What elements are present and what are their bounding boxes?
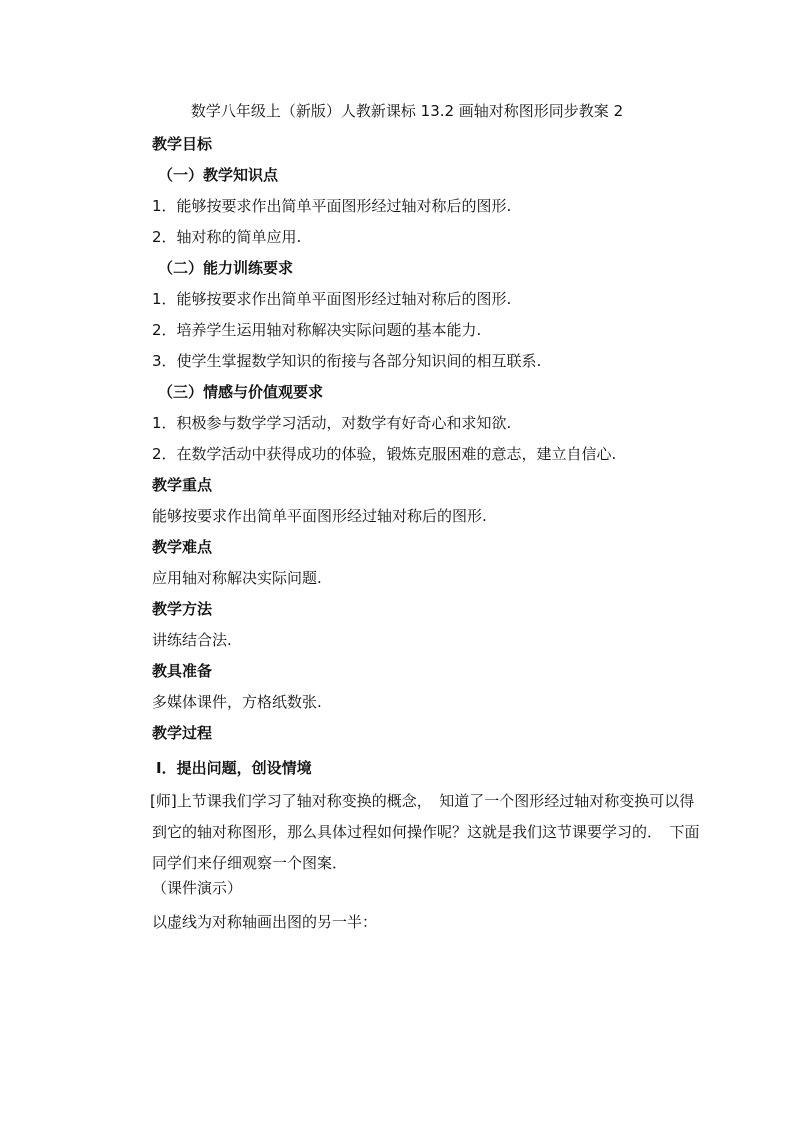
- difficulty-text: 应用轴对称解决实际问题.: [152, 569, 322, 587]
- step1-heading: Ⅰ．提出问题，创设情境: [156, 759, 312, 777]
- knowledge-item-1: 1．能够按要求作出简单平面图形经过轴对称后的图形.: [152, 197, 512, 215]
- drawing-instruction: 以虚线为对称轴画出图的另一半：: [152, 913, 378, 931]
- ability-item-2: 2．培养学生运用轴对称解决实际问题的基本能力.: [152, 321, 482, 339]
- courseware-note: （课件演示）: [152, 879, 243, 897]
- teacher-paragraph: [师]上节课我们学习了轴对称变换的概念， 知道了一个图形经过轴对称变换可以得到它的轴对称图形，那么具体过程如何操作呢？这就是我们这节课要学习的． 下面同学们来仔细观察一个图案．: [150, 792, 700, 872]
- objectives-heading: 教学目标: [152, 135, 213, 153]
- ability-item-1: 1．能够按要求作出简单平面图形经过轴对称后的图形.: [152, 290, 512, 308]
- tools-heading: 教具准备: [152, 662, 213, 680]
- difficulty-heading: 教学难点: [152, 538, 213, 556]
- emotion-heading: （三）情感与价值观要求: [158, 383, 324, 401]
- focus-heading: 教学重点: [152, 476, 213, 494]
- method-heading: 教学方法: [152, 600, 213, 618]
- knowledge-heading: （一）教学知识点: [158, 166, 279, 184]
- knowledge-item-2: 2．轴对称的简单应用.: [152, 228, 302, 246]
- emotion-item-1: 1．积极参与数学学习活动，对数学有好奇心和求知欲.: [152, 414, 512, 432]
- method-text: 讲练结合法.: [152, 631, 232, 649]
- focus-text: 能够按要求作出简单平面图形经过轴对称后的图形.: [152, 507, 487, 525]
- document-title: 数学八年级上（新版）人教新课标 13.2 画轴对称图形同步教案 2: [190, 102, 624, 120]
- emotion-item-2: 2．在数学活动中获得成功的体验，锻炼克服困难的意志，建立自信心.: [152, 445, 617, 463]
- process-heading: 教学过程: [152, 724, 213, 742]
- ability-item-3: 3．使学生掌握数学知识的衔接与各部分知识间的相互联系.: [152, 352, 542, 370]
- tools-text: 多媒体课件，方格纸数张.: [152, 693, 322, 711]
- ability-heading: （二）能力训练要求: [158, 259, 294, 277]
